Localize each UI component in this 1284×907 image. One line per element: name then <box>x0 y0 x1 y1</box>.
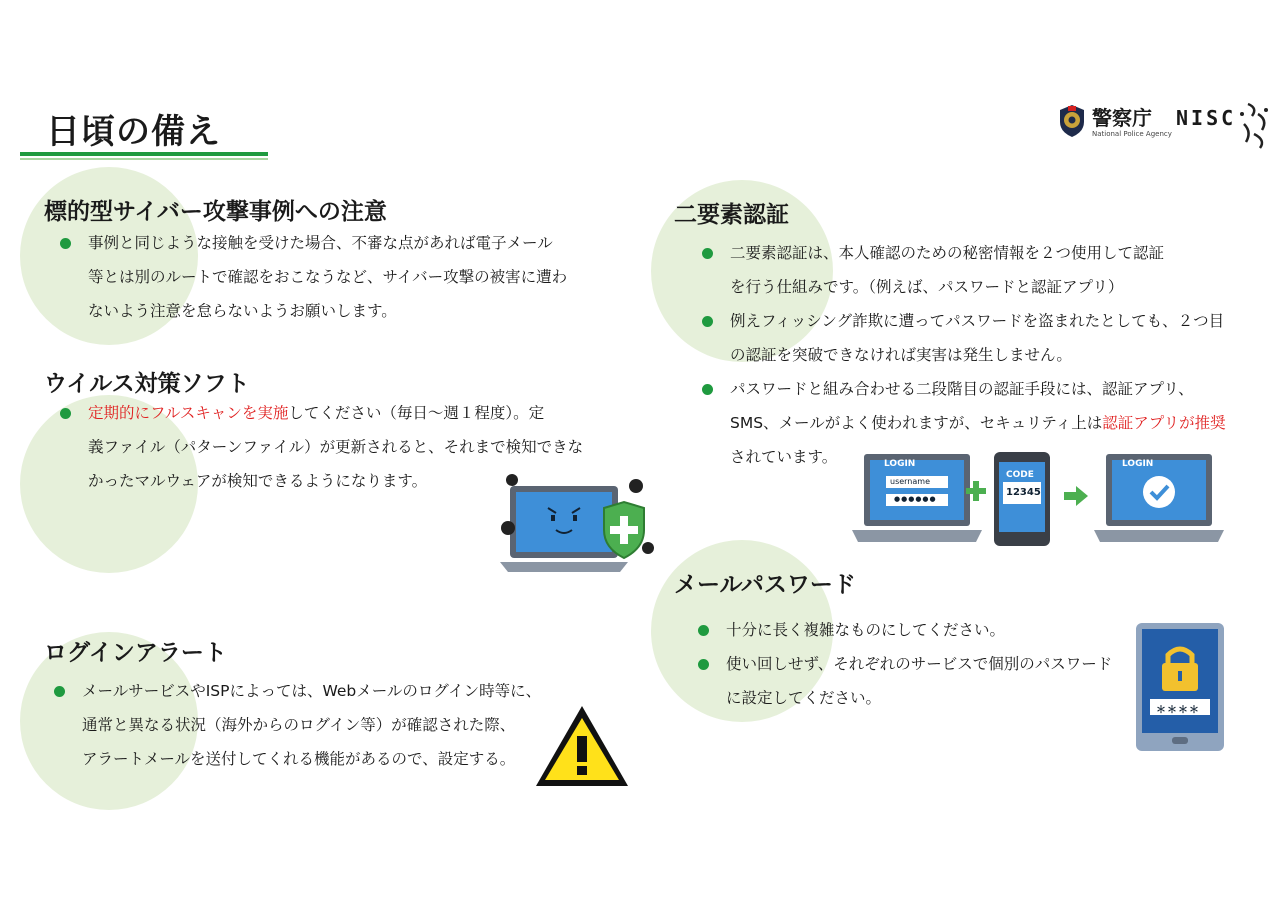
list-item: パスワードと組み合わせる二段階目の認証手段には、認証アプリ、 SMS、メールがよく使われますが、セキュリティ上は認証アプリが推奨 されています。 <box>700 372 1260 474</box>
list-item: 例えフィッシング詐欺に遭ってパスワードを盗まれたとしても、２つ目 の認証を突破できなければ実害は発生しません。 <box>700 304 1260 372</box>
login-label-1: LOGIN <box>884 459 916 469</box>
antivirus-highlight: 定期的にフルスキャンを実施 <box>88 404 289 422</box>
phone-password-mask: ＊＊＊＊ <box>1156 705 1200 716</box>
nisc-logo-text: NISC <box>1176 106 1237 130</box>
police-logo-text: 警察庁 <box>1092 106 1152 130</box>
code-value: 12345 <box>1006 487 1041 498</box>
username-label: username <box>890 477 930 486</box>
list-mail-password <box>696 613 1126 715</box>
nisc-logo-icon <box>1238 100 1274 150</box>
list-item: 使い回しせず、それぞれのサービスで個別のパスワード に設定してください。 <box>696 647 1126 715</box>
heading-antivirus: ウイルス対策ソフト <box>44 371 250 397</box>
two-factor-illustration <box>848 450 1224 548</box>
phone-lock-graphic <box>1134 621 1226 753</box>
list-item: 二要素認証は、本人確認のための秘密情報を２つ使用して認証 を行う仕組みです。（例えば、パスワードと認証アプリ） <box>700 236 1260 304</box>
list-item: 事例と同じような接触を受けた場合、不審な点があれば電子メール 等とは別のルートで確認をおこなうなど、サイバー攻撃の被害に遭わ ないよう注意を怠らないようお願いします。 <box>58 226 618 328</box>
login-label-2: LOGIN <box>1122 459 1154 469</box>
heading-login-alert: ログインアラート <box>44 640 227 666</box>
heading-targeted-attack: 標的型サイバー攻撃事例への注意 <box>44 199 387 225</box>
police-emblem-icon <box>1058 104 1086 138</box>
list-item: メールサービスやISPによっては、Webメールのログイン時等に、 通常と異なる状況（海外からのログイン等）が確認された際、 アラートメールを送付してくれる機能があるので、設定する。 <box>52 674 552 776</box>
phone-lock-illustration <box>1134 621 1226 753</box>
list-item: 定期的にフルスキャンを実施してください（毎日～週１程度）。定 義ファイル（パターンファイル）が更新されると、それまで検知できな かったマルウェアが検知できるようになります。 <box>58 396 618 498</box>
title-underline <box>20 152 268 156</box>
heading-two-factor: 二要素認証 <box>674 202 789 228</box>
police-logo-subtext: National Police Agency <box>1092 130 1172 138</box>
warning-icon <box>532 702 632 790</box>
two-factor-highlight: 認証アプリが推奨 <box>1102 414 1226 432</box>
list-targeted-attack <box>58 226 618 328</box>
title-underline-light <box>20 158 268 160</box>
password-dots: ●●●●●● <box>894 495 937 503</box>
logo-group <box>1056 100 1276 152</box>
list-two-factor <box>700 236 1260 474</box>
page-title: 日頃の備え <box>46 112 221 152</box>
list-login-alert <box>52 674 552 776</box>
list-item: 十分に長く複雑なものにしてください。 <box>696 613 1126 647</box>
heading-mail-password: メールパスワード <box>674 572 856 598</box>
laptop-shield-illustration <box>496 470 660 584</box>
code-label: CODE <box>1006 470 1034 480</box>
